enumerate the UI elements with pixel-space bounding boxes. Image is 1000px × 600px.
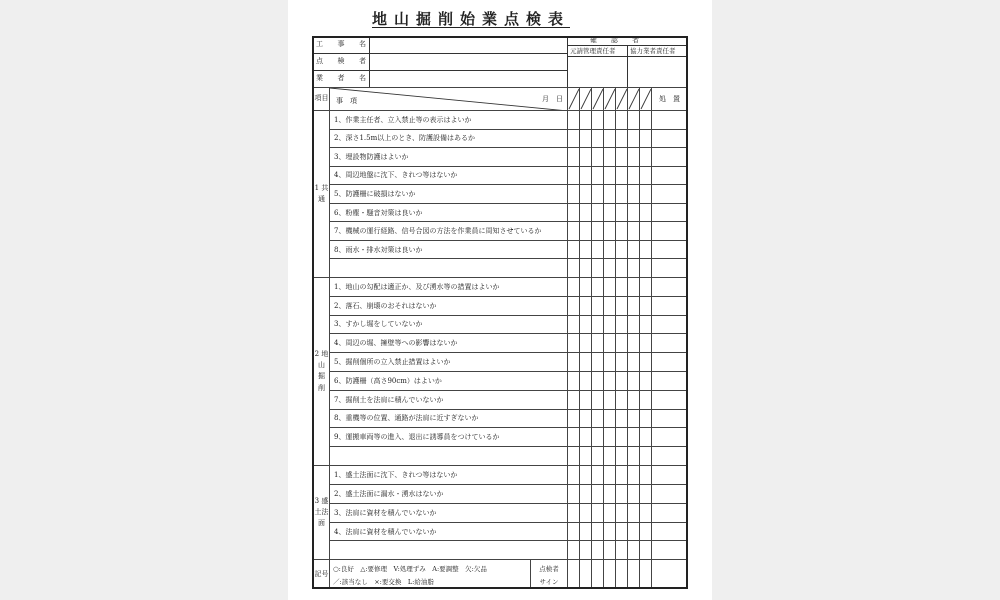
check-cell[interactable] [628, 541, 640, 560]
check-item: 8、重機等の位置、通路が法肩に近すぎないか [330, 409, 568, 428]
check-item: 4、周辺の堀、擁壁等への影響はないか [330, 334, 568, 353]
action-cell[interactable] [652, 428, 688, 447]
check-cell[interactable] [640, 465, 652, 484]
check-cell[interactable] [616, 484, 628, 503]
check-item: 5、掘削個所の立入禁止措置はよいか [330, 353, 568, 372]
check-cell[interactable] [628, 296, 640, 315]
check-cell[interactable] [580, 428, 592, 447]
action-cell[interactable] [652, 334, 688, 353]
check-cell[interactable] [568, 315, 580, 334]
check-cell[interactable] [592, 484, 604, 503]
check-cell[interactable] [580, 129, 592, 148]
check-cell[interactable] [616, 259, 628, 278]
check-cell[interactable] [628, 277, 640, 296]
inspector-sign-cell[interactable] [616, 560, 628, 589]
table-row [314, 129, 688, 148]
action-cell[interactable] [652, 148, 688, 167]
contractor-name-label: 業者名 [316, 74, 366, 82]
check-cell[interactable] [640, 390, 652, 409]
col-item: 項目 [314, 88, 330, 111]
action-cell[interactable] [652, 390, 688, 409]
table-row [314, 315, 688, 334]
check-cell[interactable] [568, 353, 580, 372]
check-cell[interactable] [640, 409, 652, 428]
check-cell[interactable] [592, 334, 604, 353]
check-cell[interactable] [628, 447, 640, 466]
check-cell[interactable] [628, 353, 640, 372]
check-cell[interactable] [616, 522, 628, 541]
check-cell[interactable] [580, 277, 592, 296]
check-cell[interactable] [628, 166, 640, 185]
col-date: 月 日 [542, 95, 563, 103]
check-cell[interactable] [628, 371, 640, 390]
check-cell[interactable] [616, 409, 628, 428]
check-item: 2、盛土法面に漏水・湧水はないか [330, 484, 568, 503]
date-slash-cell[interactable] [616, 88, 628, 111]
legend [330, 560, 568, 589]
check-cell[interactable] [568, 296, 580, 315]
check-cell[interactable] [616, 447, 628, 466]
header-divider [313, 53, 568, 54]
check-cell[interactable] [592, 353, 604, 372]
check-cell[interactable] [604, 465, 616, 484]
check-cell[interactable] [568, 111, 580, 130]
check-cell[interactable] [592, 503, 604, 522]
check-cell[interactable] [628, 111, 640, 130]
check-item: 1、地山の勾配は適正か、及び湧水等の措置はよいか [330, 277, 568, 296]
check-cell[interactable] [580, 353, 592, 372]
action-cell[interactable] [652, 277, 688, 296]
check-cell[interactable] [640, 334, 652, 353]
check-cell[interactable] [568, 222, 580, 241]
check-cell[interactable] [628, 240, 640, 259]
check-cell[interactable] [592, 129, 604, 148]
check-item: 4、法肩に資材を積んでいないか [330, 522, 568, 541]
check-cell[interactable] [592, 371, 604, 390]
confirm-col-prime: 元請管理責任者 [570, 47, 616, 55]
check-cell[interactable] [568, 277, 580, 296]
footer-action-cell [652, 560, 688, 589]
check-cell[interactable] [616, 111, 628, 130]
check-cell[interactable] [604, 315, 616, 334]
action-cell[interactable] [652, 129, 688, 148]
date-slash-cell[interactable] [640, 88, 652, 111]
inspector-sign-cell[interactable] [628, 560, 640, 589]
check-item: 2、深さ1.5m以上のとき、防護設備はあるか [330, 129, 568, 148]
check-cell[interactable] [580, 522, 592, 541]
check-cell[interactable] [616, 222, 628, 241]
table-row [314, 296, 688, 315]
check-cell[interactable] [604, 277, 616, 296]
check-cell[interactable] [640, 371, 652, 390]
check-cell[interactable] [592, 240, 604, 259]
action-cell[interactable] [652, 353, 688, 372]
check-cell[interactable] [580, 240, 592, 259]
check-cell[interactable] [604, 447, 616, 466]
col-action: 処 置 [652, 88, 688, 111]
check-cell[interactable] [604, 541, 616, 560]
section-label: 3 盛土法面 [314, 465, 330, 559]
action-cell[interactable] [652, 465, 688, 484]
check-cell[interactable] [616, 240, 628, 259]
confirm-label: 確 認 者 [590, 36, 639, 44]
check-cell[interactable] [604, 129, 616, 148]
check-cell[interactable] [580, 315, 592, 334]
check-cell[interactable] [592, 296, 604, 315]
action-cell[interactable] [652, 296, 688, 315]
check-cell[interactable] [640, 111, 652, 130]
section-label: 1 共 通 [314, 111, 330, 278]
check-cell[interactable] [640, 240, 652, 259]
table-row [314, 166, 688, 185]
check-cell[interactable] [640, 185, 652, 204]
check-cell[interactable] [568, 390, 580, 409]
check-cell[interactable] [640, 148, 652, 167]
check-cell[interactable] [628, 503, 640, 522]
check-cell[interactable] [580, 541, 592, 560]
check-item: 3、埋設物防護はよいか [330, 148, 568, 167]
check-cell[interactable] [580, 484, 592, 503]
check-cell[interactable] [616, 315, 628, 334]
check-item [330, 541, 568, 560]
check-item: 5、防護柵に破損はないか [330, 185, 568, 204]
check-cell[interactable] [640, 129, 652, 148]
check-cell[interactable] [616, 541, 628, 560]
check-cell[interactable] [592, 185, 604, 204]
table-row [314, 428, 688, 447]
check-cell[interactable] [580, 166, 592, 185]
check-cell[interactable] [616, 353, 628, 372]
check-cell[interactable] [568, 240, 580, 259]
check-cell[interactable] [592, 315, 604, 334]
check-cell[interactable] [592, 447, 604, 466]
check-cell[interactable] [640, 541, 652, 560]
check-cell[interactable] [628, 409, 640, 428]
check-cell[interactable] [604, 334, 616, 353]
check-cell[interactable] [580, 111, 592, 130]
check-item: 7、掘削土を法肩に積んでいないか [330, 390, 568, 409]
table-row [314, 503, 688, 522]
check-cell[interactable] [628, 129, 640, 148]
check-item: 9、運搬車両等の進入、退出に誘導員をつけているか [330, 428, 568, 447]
check-cell[interactable] [604, 428, 616, 447]
check-cell[interactable] [604, 296, 616, 315]
action-cell[interactable] [652, 222, 688, 241]
check-cell[interactable] [628, 390, 640, 409]
check-cell[interactable] [568, 148, 580, 167]
table-row [314, 222, 688, 241]
action-cell[interactable] [652, 541, 688, 560]
check-cell[interactable] [568, 484, 580, 503]
inspector-sign-cell[interactable] [568, 560, 580, 589]
action-cell[interactable] [652, 315, 688, 334]
column-header-row [314, 88, 688, 111]
check-cell[interactable] [616, 185, 628, 204]
table-row [314, 148, 688, 167]
project-name-label: 工事名 [316, 40, 366, 48]
check-cell[interactable] [628, 484, 640, 503]
table-row [314, 353, 688, 372]
check-cell[interactable] [616, 371, 628, 390]
check-cell[interactable] [568, 503, 580, 522]
check-cell[interactable] [580, 409, 592, 428]
table-row [314, 522, 688, 541]
check-cell[interactable] [592, 277, 604, 296]
col-subject-date [330, 88, 568, 111]
check-cell[interactable] [568, 541, 580, 560]
check-cell[interactable] [604, 259, 616, 278]
table-row [314, 371, 688, 390]
check-item: 3、すかし堀をしていないか [330, 315, 568, 334]
legend-line-2: ／:該当なし ×:要交換 L:給油脂 [333, 577, 434, 586]
check-cell[interactable] [640, 447, 652, 466]
check-cell[interactable] [604, 166, 616, 185]
check-cell[interactable] [640, 428, 652, 447]
check-cell[interactable] [568, 185, 580, 204]
check-cell[interactable] [640, 259, 652, 278]
check-cell[interactable] [616, 334, 628, 353]
footer-row [314, 560, 688, 575]
check-cell[interactable] [628, 334, 640, 353]
check-cell[interactable] [640, 315, 652, 334]
check-item: 8、雨水・排水対策は良いか [330, 240, 568, 259]
check-cell[interactable] [604, 484, 616, 503]
table-row [314, 334, 688, 353]
check-cell[interactable] [604, 409, 616, 428]
form-title: 地山掘削始業点検表 [371, 10, 570, 28]
table-row [314, 259, 688, 278]
action-cell[interactable] [652, 185, 688, 204]
check-cell[interactable] [580, 334, 592, 353]
check-cell[interactable] [580, 371, 592, 390]
action-cell[interactable] [652, 447, 688, 466]
table-row [314, 484, 688, 503]
check-cell[interactable] [604, 371, 616, 390]
check-cell[interactable] [640, 277, 652, 296]
check-cell[interactable] [628, 185, 640, 204]
date-slash-cell[interactable] [628, 88, 640, 111]
check-cell[interactable] [580, 222, 592, 241]
check-cell[interactable] [592, 148, 604, 167]
check-cell[interactable] [616, 503, 628, 522]
check-cell[interactable] [568, 409, 580, 428]
action-cell[interactable] [652, 203, 688, 222]
check-item: 6、防護柵（高さ90cm）はよいか [330, 371, 568, 390]
check-cell[interactable] [616, 465, 628, 484]
contractor-name-input[interactable] [372, 75, 566, 87]
action-cell[interactable] [652, 240, 688, 259]
check-cell[interactable] [604, 111, 616, 130]
check-cell[interactable] [592, 465, 604, 484]
inspection-table [313, 87, 688, 589]
check-cell[interactable] [628, 428, 640, 447]
check-cell[interactable] [604, 222, 616, 241]
check-item: 2、落石、崩壊のおそれはないか [330, 296, 568, 315]
check-cell[interactable] [592, 259, 604, 278]
check-cell[interactable] [616, 428, 628, 447]
legend-line-1: ○:良好 △:要修理 V:処理ずみ A:要調整 欠:欠品 [333, 565, 487, 574]
check-cell[interactable] [604, 185, 616, 204]
table-row [314, 541, 688, 560]
check-cell[interactable] [592, 222, 604, 241]
check-cell[interactable] [640, 353, 652, 372]
check-cell[interactable] [568, 203, 580, 222]
inspector-name-label: 点検者 [316, 57, 366, 65]
check-cell[interactable] [604, 148, 616, 167]
action-cell[interactable] [652, 371, 688, 390]
check-cell[interactable] [628, 222, 640, 241]
check-cell[interactable] [628, 522, 640, 541]
table-row [314, 277, 688, 296]
check-cell[interactable] [580, 465, 592, 484]
symbol-label: 記号 [314, 560, 330, 589]
check-cell[interactable] [568, 447, 580, 466]
table-row [314, 465, 688, 484]
check-cell[interactable] [580, 185, 592, 204]
check-cell[interactable] [616, 203, 628, 222]
table-row [314, 240, 688, 259]
check-cell[interactable] [616, 296, 628, 315]
check-cell[interactable] [568, 334, 580, 353]
check-cell[interactable] [568, 166, 580, 185]
check-cell[interactable] [604, 522, 616, 541]
sign-label: サイン [539, 577, 559, 586]
check-cell[interactable] [604, 240, 616, 259]
date-slash-cell[interactable] [580, 88, 592, 111]
check-item: 6、粉塵・騒音対策は良いか [330, 203, 568, 222]
check-cell[interactable] [640, 484, 652, 503]
project-name-input[interactable] [372, 41, 566, 53]
check-cell[interactable] [616, 129, 628, 148]
check-cell[interactable] [568, 129, 580, 148]
action-cell[interactable] [652, 503, 688, 522]
check-cell[interactable] [628, 148, 640, 167]
section-label: 2 地 山 掘 削 [314, 277, 330, 465]
check-cell[interactable] [616, 166, 628, 185]
check-cell[interactable] [604, 503, 616, 522]
check-cell[interactable] [580, 390, 592, 409]
action-cell[interactable] [652, 409, 688, 428]
check-item [330, 259, 568, 278]
confirm-col-sub: 協力業者責任者 [630, 47, 676, 55]
check-cell[interactable] [640, 522, 652, 541]
check-cell[interactable] [592, 541, 604, 560]
check-cell[interactable] [616, 148, 628, 167]
check-cell[interactable] [568, 465, 580, 484]
check-cell[interactable] [592, 203, 604, 222]
check-cell[interactable] [628, 315, 640, 334]
check-cell[interactable] [592, 166, 604, 185]
table-row [314, 185, 688, 204]
inspector-sign-cell[interactable] [604, 560, 616, 589]
check-cell[interactable] [580, 259, 592, 278]
check-cell[interactable] [604, 390, 616, 409]
check-item: 3、法肩に資材を積んでいないか [330, 503, 568, 522]
check-cell[interactable] [640, 203, 652, 222]
table-row [314, 390, 688, 409]
col-subject: 事 項 [336, 97, 357, 105]
date-slash-cell[interactable] [568, 88, 580, 111]
inspector-sign-cell[interactable] [592, 560, 604, 589]
inspector-name-input[interactable] [372, 58, 566, 70]
inspector-sign-cell[interactable] [640, 560, 652, 589]
action-cell[interactable] [652, 166, 688, 185]
action-cell[interactable] [652, 111, 688, 130]
check-cell[interactable] [568, 522, 580, 541]
check-cell[interactable] [592, 409, 604, 428]
check-cell[interactable] [628, 259, 640, 278]
check-cell[interactable] [592, 111, 604, 130]
table-row [314, 409, 688, 428]
check-cell[interactable] [604, 203, 616, 222]
check-cell[interactable] [640, 503, 652, 522]
table-row [314, 447, 688, 466]
check-cell[interactable] [592, 428, 604, 447]
check-cell[interactable] [592, 390, 604, 409]
check-cell[interactable] [640, 296, 652, 315]
check-cell[interactable] [568, 259, 580, 278]
check-item: 4、周辺地盤に沈下、きれつ等はないか [330, 166, 568, 185]
action-cell[interactable] [652, 259, 688, 278]
check-cell[interactable] [568, 371, 580, 390]
table-row [314, 111, 688, 130]
check-item: 7、機械の運行経路、信号合図の方法を作業員に周知させているか [330, 222, 568, 241]
prime-signature-field[interactable] [567, 56, 628, 88]
check-cell[interactable] [604, 353, 616, 372]
check-cell[interactable] [580, 203, 592, 222]
check-cell[interactable] [616, 277, 628, 296]
check-cell[interactable] [580, 503, 592, 522]
header-divider [369, 36, 370, 88]
check-cell[interactable] [616, 390, 628, 409]
check-item: 1、盛土法面に沈下、きれつ等はないか [330, 465, 568, 484]
check-cell[interactable] [592, 522, 604, 541]
check-cell[interactable] [568, 428, 580, 447]
check-item [330, 447, 568, 466]
check-cell[interactable] [640, 166, 652, 185]
inspector-sign-cell[interactable] [580, 560, 592, 589]
table-row [314, 203, 688, 222]
check-item: 1、作業主任者、立入禁止等の表示はよいか [330, 111, 568, 130]
header-divider [313, 70, 568, 71]
date-slash-cell[interactable] [592, 88, 604, 111]
date-slash-cell[interactable] [604, 88, 616, 111]
sub-signature-field[interactable] [627, 56, 687, 88]
check-cell[interactable] [628, 203, 640, 222]
action-cell[interactable] [652, 484, 688, 503]
check-cell[interactable] [628, 465, 640, 484]
check-cell[interactable] [580, 148, 592, 167]
inspector-label: 点検者 [539, 565, 559, 574]
action-cell[interactable] [652, 522, 688, 541]
check-cell[interactable] [640, 222, 652, 241]
check-cell[interactable] [580, 447, 592, 466]
check-cell[interactable] [580, 296, 592, 315]
